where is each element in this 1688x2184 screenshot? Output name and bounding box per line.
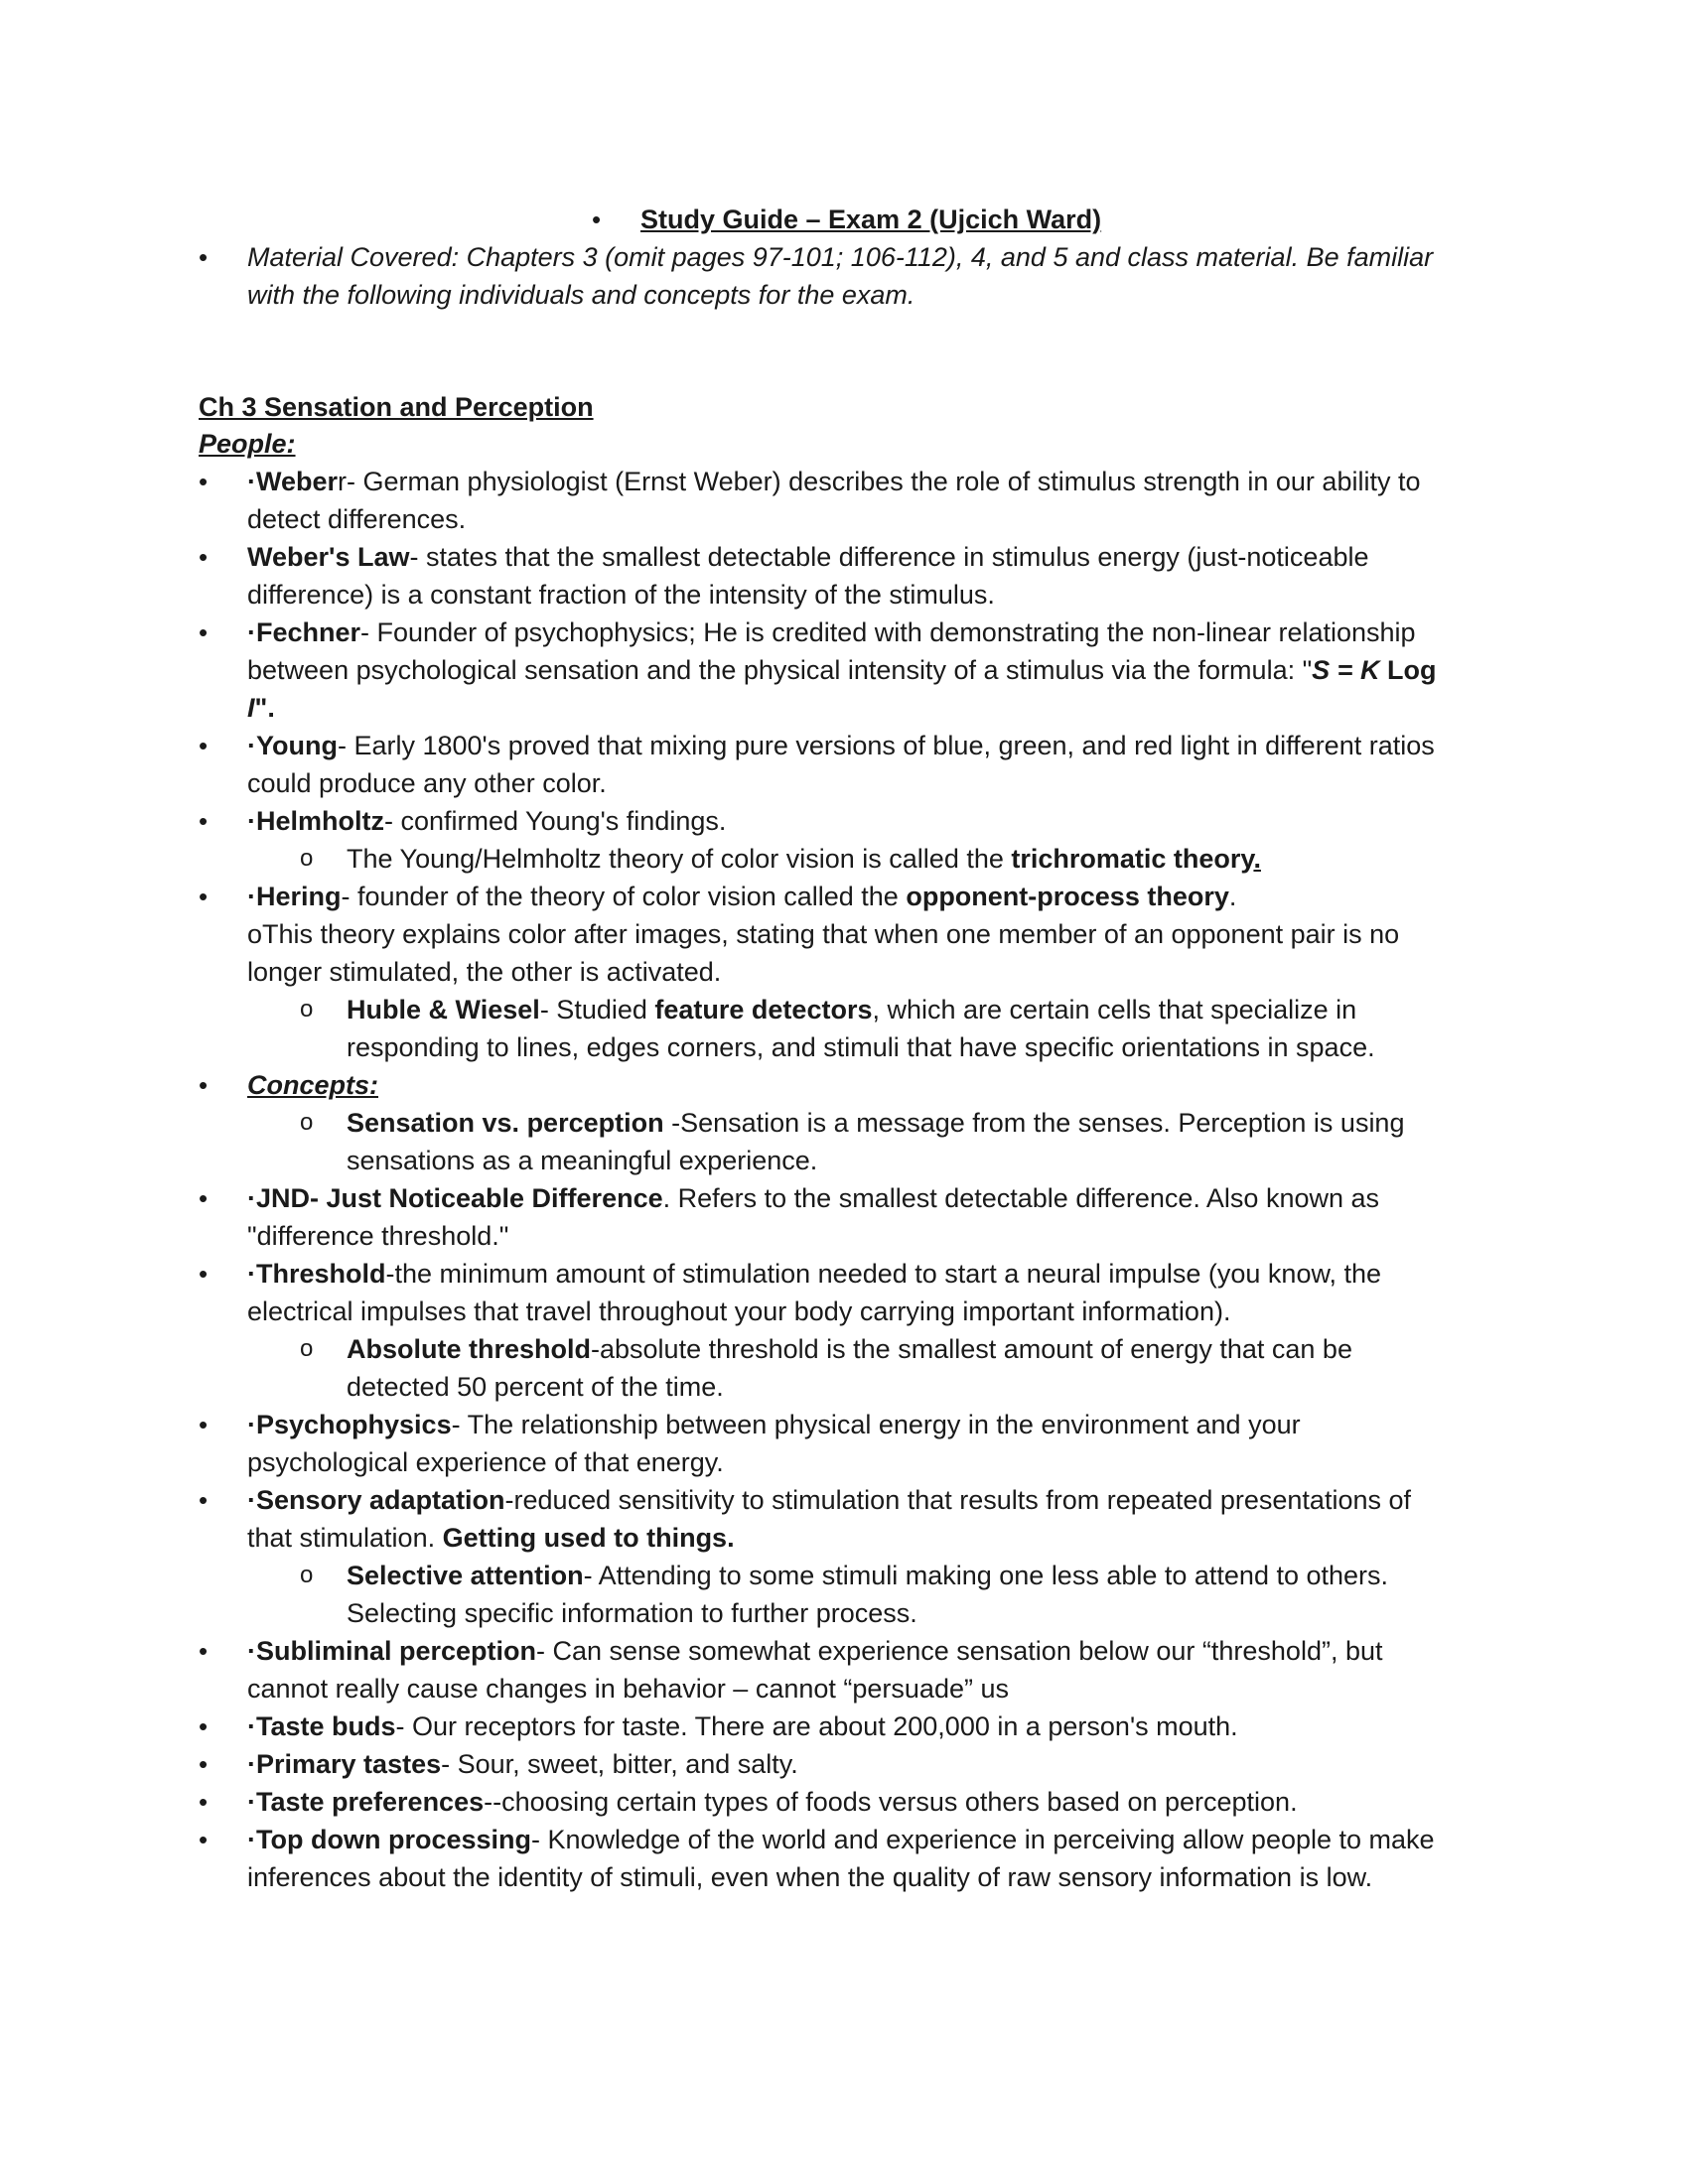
list-item-sensory-adaptation-cont — [247, 1519, 735, 1557]
list-item-jnd — [247, 1179, 1379, 1217]
term: ·Weber — [247, 467, 339, 496]
list-item-absolute-threshold — [347, 1330, 1352, 1368]
sub-bullet-icon: o — [300, 1335, 314, 1362]
list-item-top-down-processing-cont: inferences about the identity of stimuli, even when the quality of raw sensory information is low. — [247, 1862, 1373, 1892]
definition: - The relationship between physical energy in the environment and your — [451, 1410, 1301, 1439]
definition: - Knowledge of the world and experience in perceiving allow people to make — [531, 1825, 1435, 1854]
bullet-icon: • — [199, 1749, 209, 1779]
term: ·Primary tastes — [247, 1749, 442, 1779]
term: ·Taste preferences — [247, 1787, 485, 1817]
term: ·Subliminal perception — [247, 1636, 537, 1666]
list-item-sensory-adaptation — [247, 1481, 1411, 1519]
term: ·JND- Just Noticeable Difference — [247, 1183, 663, 1213]
definition: -the minimum amount of stimulation needed to start a neural impulse (you know, the — [385, 1259, 1382, 1289]
list-item-weber — [247, 463, 1420, 500]
list-item-huble-wiesel — [347, 991, 1356, 1028]
definition: The Young/Helmholtz theory of color vision is called the — [347, 844, 1012, 874]
bullet-icon: • — [199, 1410, 209, 1439]
list-item-webers-law-cont: difference) is a constant fraction of the intensity of the stimulus. — [247, 580, 995, 610]
list-item-subliminal-perception-cont: cannot really cause changes in behavior – cannot “persuade” us — [247, 1674, 1009, 1704]
bullet-icon: • — [199, 1636, 209, 1666]
definition: - Studied — [539, 995, 655, 1024]
definition: . Refers to the smallest detectable difference. Also known as — [662, 1183, 1380, 1213]
list-item-threshold-cont: electrical impulses that travel throughout your body carrying important information). — [247, 1297, 1231, 1326]
bullet-icon: • — [199, 617, 209, 647]
term: Weber's Law — [247, 542, 410, 572]
term: feature detectors — [654, 995, 873, 1024]
definition: - Early 1800's proved that mixing pure versions of blue, green, and red light in different ratios — [337, 731, 1435, 760]
punctuation: . — [1253, 844, 1261, 874]
list-item-huble-wiesel-cont: responding to lines, edges corners, and stimuli that have specific orientations in space. — [347, 1032, 1375, 1062]
definition: - Sour, sweet, bitter, and salty. — [441, 1749, 798, 1779]
term: Huble & Wiesel — [347, 995, 540, 1024]
list-item-selective-attention-cont: Selecting specific information to further process. — [347, 1598, 917, 1628]
list-item-webers-law — [247, 538, 1369, 576]
concepts-label: Concepts: — [247, 1070, 379, 1100]
definition: - Attending to some stimuli making one less able to attend to others. — [583, 1561, 1389, 1590]
bullet-icon: • — [199, 731, 209, 760]
list-item-selective-attention — [347, 1557, 1388, 1594]
definition: - founder of the theory of color vision called the — [341, 882, 907, 911]
list-item-young-cont: could produce any other color. — [247, 768, 607, 798]
definition: between psychological sensation and the physical intensity of a stimulus via the formula: " — [247, 655, 1313, 685]
list-item-top-down-processing — [247, 1821, 1435, 1858]
formula: Log — [1379, 655, 1437, 685]
bullet-icon: • — [199, 1485, 209, 1515]
term: ·Taste buds — [247, 1711, 396, 1741]
list-item-young — [247, 727, 1435, 764]
definition: that stimulation. — [247, 1523, 443, 1553]
material-covered-line1: Material Covered: Chapters 3 (omit pages 97-101; 106-112), 4, and 5 and class material. Be familiar — [247, 242, 1434, 272]
list-item-sensation-vs-perception-cont: sensations as a meaningful experience. — [347, 1146, 818, 1175]
bullet-icon: • — [199, 882, 209, 911]
sub-bullet-icon: o — [300, 1109, 314, 1136]
bullet-icon: • — [199, 1070, 209, 1100]
people-label: People: — [199, 429, 296, 459]
term: ·Threshold — [247, 1259, 386, 1289]
term: ·Psychophysics — [247, 1410, 452, 1439]
sub-bullet-icon: o — [300, 996, 314, 1023]
term: ·Top down processing — [247, 1825, 531, 1854]
bullet-icon: • — [199, 806, 209, 836]
section-heading: Ch 3 Sensation and Perception — [199, 392, 594, 422]
list-item-fechner-cont2 — [247, 689, 275, 727]
bullet-icon: • — [199, 1711, 209, 1741]
definition: -reduced sensitivity to stimulation that results from repeated presentations of — [504, 1485, 1411, 1515]
term: ·Sensory adaptation — [247, 1485, 505, 1515]
list-item-fechner-cont — [247, 651, 1436, 689]
bullet-icon: • — [199, 1183, 209, 1213]
list-item-weber-cont: detect differences. — [247, 504, 467, 534]
sub-bullet-icon: o — [300, 845, 314, 872]
term: opponent-process theory — [906, 882, 1229, 911]
bullet-icon: • — [199, 1825, 209, 1854]
definition: - states that the smallest detectable difference in stimulus energy (just-noticeable — [409, 542, 1369, 572]
definition: - confirmed Young's findings. — [384, 806, 727, 836]
term: Sensation vs. perception — [347, 1108, 664, 1138]
list-item-hering-cont: oThis theory explains color after images, stating that when one member of an opponent pair is no — [247, 919, 1400, 949]
definition: -absolute threshold is the smallest amount of energy that can be — [591, 1334, 1352, 1364]
list-item-primary-tastes — [247, 1745, 798, 1783]
list-item-hering-cont2: longer stimulated, the other is activated. — [247, 957, 722, 987]
definition: - Our receptors for taste. There are about 200,000 in a person's mouth. — [395, 1711, 1238, 1741]
list-item-sensation-vs-perception — [347, 1104, 1404, 1142]
definition: --choosing certain types of foods versus others based on perception. — [484, 1787, 1298, 1817]
bullet-icon: • — [199, 242, 209, 272]
list-item-hering — [247, 878, 1236, 915]
list-item-trichromatic — [347, 840, 1261, 878]
bullet-icon: • — [199, 542, 209, 572]
list-item-jnd-cont: "difference threshold." — [247, 1221, 509, 1251]
list-item-taste-preferences — [247, 1783, 1298, 1821]
term: ·Fechner — [247, 617, 361, 647]
emphasis: Getting used to things. — [442, 1523, 735, 1553]
definition: -Sensation is a message from the senses. Perception is using — [663, 1108, 1405, 1138]
formula: S = K — [1312, 655, 1380, 685]
document-title: Study Guide – Exam 2 (Ujcich Ward) — [640, 205, 1102, 234]
definition: r- German physiologist (Ernst Weber) describes the role of stimulus strength in our ability to — [338, 467, 1421, 496]
list-item-psychophysics-cont: psychological experience of that energy. — [247, 1447, 724, 1477]
definition: , which are certain cells that specialize in — [872, 995, 1357, 1024]
definition: - Can sense somewhat experience sensation below our “threshold”, but — [536, 1636, 1383, 1666]
bullet-icon: • — [199, 1259, 209, 1289]
term: ·Young — [247, 731, 338, 760]
formula: I — [247, 693, 255, 723]
list-item-psychophysics — [247, 1406, 1301, 1443]
list-item-subliminal-perception — [247, 1632, 1383, 1670]
term: trichromatic theory — [1011, 844, 1254, 874]
term: ·Hering — [247, 882, 342, 911]
term: ·Helmholtz — [247, 806, 384, 836]
term: Absolute threshold — [347, 1334, 592, 1364]
list-item-threshold — [247, 1255, 1381, 1293]
bullet-icon: • — [592, 205, 602, 234]
sub-bullet-icon: o — [300, 1562, 314, 1588]
list-item-helmholtz — [247, 802, 726, 840]
punctuation: . — [1228, 882, 1237, 911]
formula: ". — [254, 693, 275, 723]
material-covered-line2: with the following individuals and concepts for the exam. — [247, 280, 915, 310]
term: Selective attention — [347, 1561, 584, 1590]
bullet-icon: • — [199, 467, 209, 496]
list-item-taste-buds — [247, 1707, 1238, 1745]
list-item-fechner — [247, 614, 1416, 651]
definition: - Founder of psychophysics; He is credited with demonstrating the non-linear relationship — [360, 617, 1416, 647]
bullet-icon: • — [199, 1787, 209, 1817]
list-item-absolute-threshold-cont: detected 50 percent of the time. — [347, 1372, 724, 1402]
